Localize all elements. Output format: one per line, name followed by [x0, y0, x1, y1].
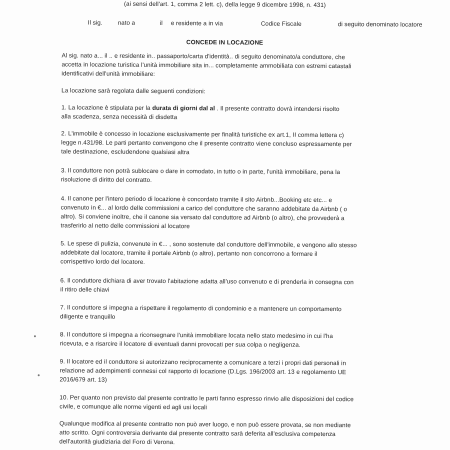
clause-5-line-1: 5. Le spese di pulizia, convenute in €... , sono sostenute dal conduttore dell'immobile, e vengono allo stesso — [60, 240, 357, 250]
clause-5-line-2: addebitate dal locatore, tramite il portale Airbnb (o altro), pertanto non concorrono a formare il — [60, 249, 318, 258]
intro-line-3: identificativi dell'unità immobiliare: — [61, 70, 156, 78]
closing-line-1: Qualunque modifica al presente contratto non può aver luogo, e non può essere provata, se non mediante — [59, 420, 351, 430]
clause-4-line-1: 4. Il canone per l'intero periodo di locazione è concordato tramite il sito Airbnb...Booking etc etc... e — [60, 195, 333, 205]
residence-label: e residente a in via — [170, 20, 224, 28]
section-title: CONCEDE IN LOCAZIONE — [186, 39, 264, 47]
clause-2-line-2: legge n.431/98. Le parti pertanto convengono che il presente contratto viene concluso espressamente per — [61, 139, 352, 149]
clause-2-line-1: 2. L'immobile è concesso in locazione esclusivamente per finalità turistiche ex art.1, II comma lettera c) — [61, 130, 345, 140]
clause-6-line-2: il ritiro delle chiavi — [60, 286, 110, 294]
clause-2-line-3: tale destinazione, escludendone qualsiasi altra — [61, 148, 190, 157]
clause-8-line-2: ricevuta, e a risarcire il locatore di eventuali danni provocati per sua colpa o negligenza. — [59, 340, 301, 349]
clause-7-line-1: 7. Il conduttore si impegna a rispettare il regolamento di condominio e a mantenere un comportamento — [60, 304, 342, 314]
clause-7-line-2: diligente e tranquillo — [60, 313, 116, 321]
clause-3-line-2: risoluzione di diritto del contratto. — [60, 176, 152, 184]
clause-9-line-1: 9. Il locatore ed il conduttore si autorizzano reciprocamente a comunicare a terzi i propri dati personali in — [59, 358, 347, 368]
clause-6-line-1: 6. Il conduttore dichiara di aver trovato l'abitazione adatta all'uso convenuto e di prenderla in consegna con — [60, 277, 354, 287]
clause-10-line-2: civile, e comunque alle norme vigenti ed agli usi locali — [59, 403, 207, 412]
landlord-label: Il sig. — [87, 19, 103, 27]
clause-10-line-1: 10. Per quanto non previsto dal presente contratto le parti fanno espresso rinvio alle disposizioni del codice — [59, 394, 354, 404]
law-reference: (ai sensi dell'art. 1, comma 2 lett. c), della legge 9 dicembre 1998, n. 431) — [124, 0, 326, 9]
closing-line-2: atto scritto. Ogni controversia derivante dal presente contratto sarà deferita all'esclusiva competenza — [59, 429, 336, 439]
intro-line-1: Al sig. nato a... il .. e residente in.. passaporto/carta d'identità.. di seguito denominato/a conduttore, che — [61, 52, 346, 62]
scan-speck — [38, 374, 40, 376]
clause-4-line-3: altro). Si conviene inoltre, che il canone sia versato dal conduttore ad Airbnb (o altro), che provvederà a — [60, 213, 345, 223]
clause-4-line-4: trasferirlo al netto delle commissioni al locatore — [60, 222, 190, 231]
clause-1-line-2: alla scadenza, senza necessità di disdetta — [61, 113, 178, 122]
clause-8-line-1: 8. Il conduttore si impegna a riconsegnare l'unità immobiliare locata nello stato medesimo in cui l'ha — [59, 331, 333, 341]
clause-5-line-3: corrispettivo lordo del locatore. — [60, 258, 146, 266]
clause-9-line-3: 2016/679 art. 13) — [59, 376, 107, 384]
on-date-label: il — [159, 19, 163, 27]
born-in-label: nato a — [117, 19, 136, 27]
intro-line-2: accetta in locazione turistica l'unità immobiliare sita in... completamente ammobiliata con estremi catastali — [61, 61, 352, 71]
conditions-intro: La locazione sarà regolata dalle seguenti condizioni: — [61, 87, 206, 96]
clause-3-line-1: 3. Il conduttore non potrà sublocare o dare in comodato, in tutto o in parte, l'unità immobiliare, pena la — [60, 167, 341, 177]
closing-line-3: dell'autorità giudiziaria del Foro di Verona. — [59, 438, 175, 447]
clause-4-line-2: convenuto in €... al lordo delle commissioni a carico del conduttore che saranno addebitate da Airbnb ( o — [60, 204, 348, 214]
landlord-role-label: di seguito denominato locatore — [337, 21, 423, 29]
clause-9-line-2: relazione ad adempimenti connessi col rapporto di locazione (D.Lgs. 196/2003 art. 13 e regolamento UE — [59, 367, 347, 377]
fiscal-code-label: Codice Fiscale — [260, 20, 302, 28]
clause-1-line-1: 1. La locazione è stipulata per la durata di giorni dal al . Il presente contratto dovrà intendersi risolto — [61, 104, 340, 114]
scan-speck — [34, 335, 36, 337]
